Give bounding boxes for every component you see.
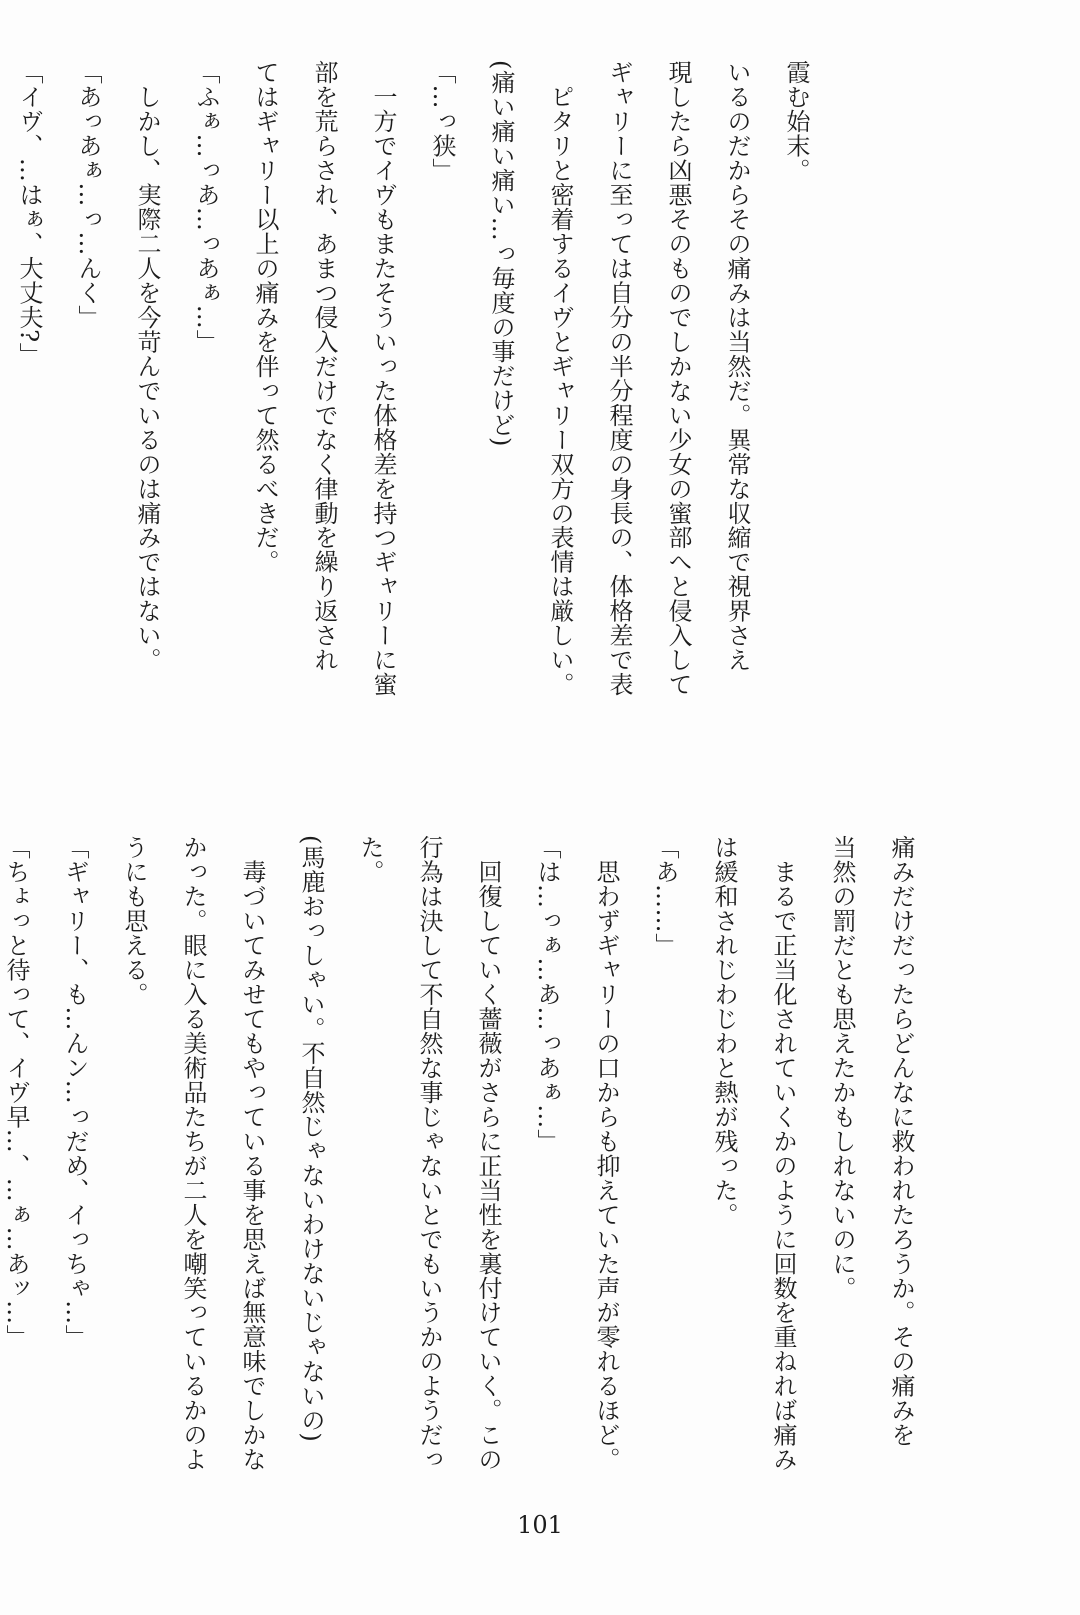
text-line: 「ふぁ…っあ…っあぁ…」 [192,60,220,354]
text-line: かった。眼に入る美術品たちが二人を嘲笑っているかのよ [179,835,207,1472]
text-line: いるのだからその痛みは当然だ。異常な収縮で視界さえ [723,60,751,672]
text-line: ピタリと密着するイヴとギャリー双方の表情は厳しい。 [546,60,574,697]
text-line: 回復していく薔薇がさらに正当性を裏付けていく。この [474,835,502,1472]
text-line: 現したら凶悪そのものでしかない少女の蜜部へと侵入して [664,60,692,697]
text-line: 「は…っぁ…あ…っあぁ…」 [533,835,561,1154]
text-line: 一方でイヴもまたそういった体格差を持つギャリーに蜜 [369,60,397,697]
text-line: 部を荒らされ、あまつ侵入だけでなく律動を繰り返され [310,60,338,672]
text-line: まるで正当化されていくかのように回数を重ねれば痛み [769,835,797,1472]
text-line: 霞む始末。 [782,60,810,183]
text-line: てはギャリー以上の痛みを伴って然るべきだ。 [251,60,279,575]
text-line: うにも思える。 [120,835,148,1007]
text-line: 「…っ狭」 [428,60,456,183]
text-line: 「あっあぁ…っ…んく」 [74,60,102,330]
text-line: 「ちょっと待って、イヴ早…、…ぁ…あッ…」 [2,835,30,1350]
text-line: しかし、実際二人を今苛んでいるのは痛みではない。 [133,60,161,672]
text-line: は緩和されじわじわと熱が残った。 [710,835,738,1227]
text-line: 当然の罰だとも思えたかもしれないのに。 [828,835,856,1301]
text-line: ギャリーに至っては自分の半分程度の身長の、体格差で表 [605,60,633,697]
text-line: 「ギャリー、も…んン…っだめ、イっちゃ…」 [61,835,89,1350]
page-number: 101 [517,1511,563,1539]
text-line: 思わずギャリーの口からも抑えていた声が零れるほど。 [592,835,620,1472]
text-line: た。 [356,835,384,884]
text-line: 痛みだけだったらどんなに救われたろうか。その痛みを [887,835,915,1447]
text-line: 毒づいてみせてもやっている事を思えば無意味でしかな [238,835,266,1472]
upper-text-block [15,60,825,780]
text-line: 「あ……」 [651,835,679,958]
text-line: (痛い痛い痛い…っ毎度の事だけど) [487,60,515,447]
text-line: 「イヴ、…はぁ、大丈夫?」 [15,60,43,368]
text-line: 行為は決して不自然な事じゃないとでもいうかのようだっ [415,835,443,1472]
lower-text-block [2,835,930,1555]
text-line: (馬鹿おっしゃい。不自然じゃないわけないじゃないの) [297,835,325,1443]
